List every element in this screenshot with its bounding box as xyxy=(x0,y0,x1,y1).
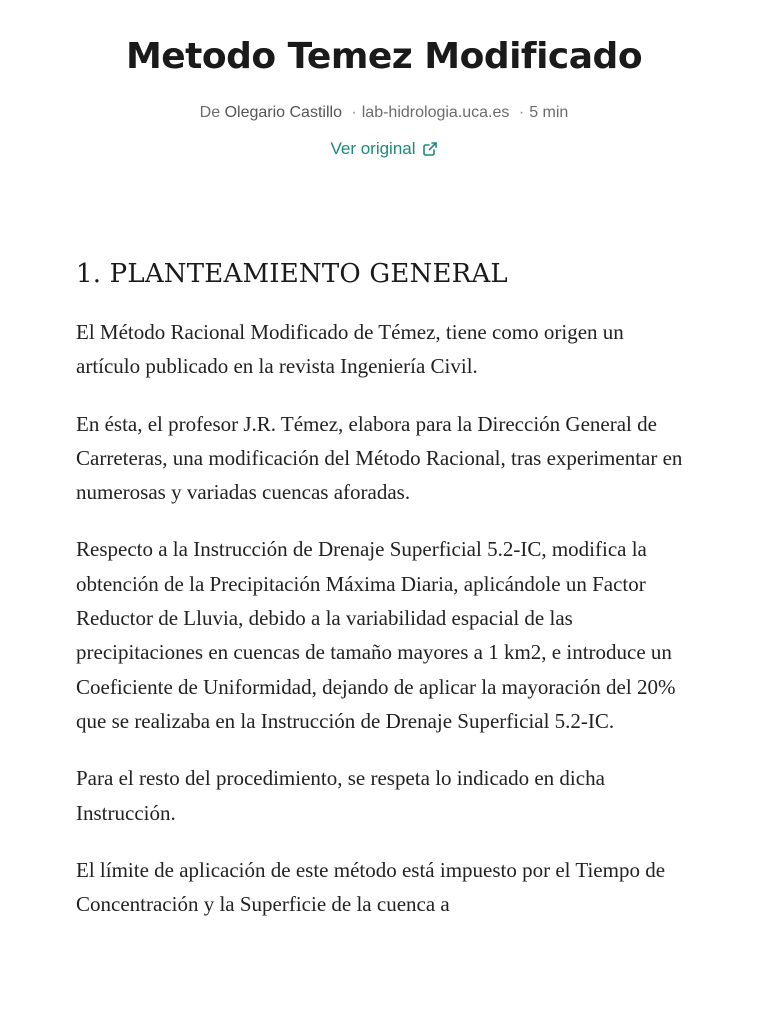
view-original-link-row xyxy=(0,137,768,161)
article-meta xyxy=(0,101,768,125)
author-name: Olegario Castillo xyxy=(224,104,342,121)
section-heading: 1. PLANTEAMIENTO GENERAL xyxy=(76,259,508,289)
page-title: Metodo Temez Modificado xyxy=(125,36,643,77)
read-time: 5 min xyxy=(529,104,569,121)
meta-separator: · xyxy=(518,104,525,121)
article-paragraph: Para el resto del procedimiento, se respeta lo indicado en dicha Instrucción. xyxy=(76,766,605,825)
by-prefix: De xyxy=(199,104,221,121)
article-paragraph: En ésta, el profesor J.R. Témez, elabora para la Dirección General de Carreteras, una modificación del Método Racional, tras experimentar en numerosas y variadas cuencas aforadas. xyxy=(76,411,683,505)
view-original-link[interactable] xyxy=(330,137,437,161)
article-paragraph: El límite de aplicación de este método está impuesto por el Tiempo de Concentración y la Superficie de la cuenca a xyxy=(76,857,666,917)
article-paragraph: Respecto a la Instrucción de Drenaje Superficial 5.2-IC, modifica la obtención de la Precipitación Máxima Diaria, aplicándole un Factor Reductor de Lluvia, debido a la variabilidad espacial de las precipitaciones en cuencas de tamaño mayores a 1 km2, e introduce un Coeficiente de Uniformidad, dejando de aplicar la mayoración del 20% que se realizaba en la Instrucción de Drenaje Superficial 5.2-IC. xyxy=(76,537,676,733)
meta-separator: · xyxy=(351,104,357,121)
source-domain: lab-hidrologia.uca.es xyxy=(361,104,510,121)
view-original-label: Ver original xyxy=(330,139,416,158)
article-body xyxy=(76,254,688,944)
article-paragraph: El Método Racional Modificado de Témez, tiene como origen un artículo publicado en la revista Ingeniería Civil. xyxy=(76,320,624,379)
external-link-icon xyxy=(422,141,438,157)
